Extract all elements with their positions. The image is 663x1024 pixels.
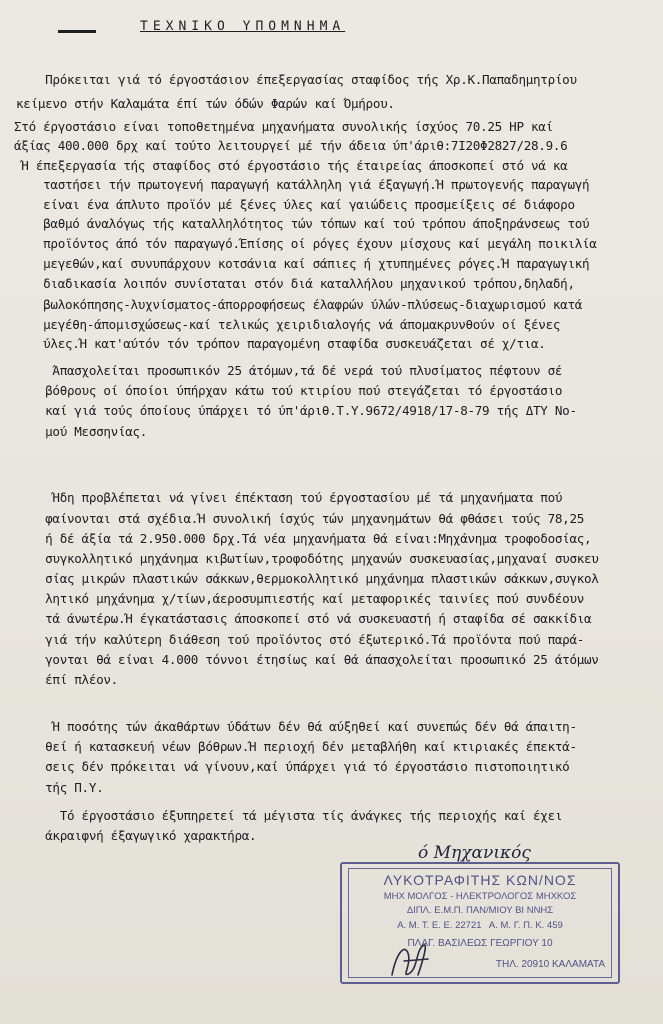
body-line: κείμενο στήν Καλαμάτα έπί τών όδών Φαρών καί Όμήρου.	[16, 96, 395, 111]
document-title: ΤΕΧΝΙΚΟ ΥΠΟΜΝΗΜΑ	[140, 19, 346, 34]
body-line: καί γιά τούς όποίους ύπάρχει τό ύπ'άριθ.Τ.Υ.9672/4918/17-8-79 τής ΔΤΥ Νο-	[16, 403, 577, 418]
stamp-line-2: ΔΙΠΛ. Ε.Μ.Π. ΠΑΝ/ΜΙΟΥ ΒΙ ΝΝΗΣ	[406, 905, 554, 916]
body-line: Άπασχολείται προσωπικόν 25 άτόμων,τά δέ νερά τού πλυσίματος πέφτουν σέ	[16, 363, 563, 378]
body-line: προϊόντος άπό τόν παραγωγό.Έπίσης οί ρόγες έχουν μίσχους καί μεγάλη ποικιλία	[14, 236, 597, 251]
body-line: τής Π.Υ.	[16, 780, 104, 795]
body-line: ύλες.Ή κατ'αύτόν τόν τρόπον παραγομένη σταφίδα συσκευάζεται σέ χ/τια.	[14, 336, 546, 351]
body-line: Πρόκειται γιά τό έργοστάσιον έπεξεργασίας σταφίδος τής Χρ.Κ.Παπαδημητρίου	[16, 72, 577, 87]
body-line: διαδικασία λοιπόν συνίσταται στόν διά καταλλήλου μηχανικού τρόπου,δηλαδή,	[14, 276, 575, 291]
engineer-handwritten-title: ό Μηχανικός	[418, 843, 531, 863]
body-line: ή δέ άξία τά 2.950.000 δρχ.Τά νέα μηχανήματα θά είναι:Μηχάνημα τροφοδοσίας,	[16, 531, 592, 546]
body-line: μού Μεσσηνίας.	[16, 424, 148, 439]
stamp-line-5: ΤΗΛ. 20910 ΚΑΛΑΜΑΤΑ	[495, 959, 605, 970]
header-dash	[58, 30, 96, 33]
stamp-name: ΛΥΚΟΤΡΑΦΙΤΗΣ ΚΩΝ/ΝΟΣ	[383, 872, 577, 888]
body-line: λητικό μηχάνημα χ/τίων,άεροσυμπιεστής καί μεταφορικές ταινίες πού συνδέουν	[16, 591, 585, 606]
body-line: Τό έργοστάσιο έξυπηρετεί τά μέγιστα τίς άνάγκες τής περιοχής καί έχει	[16, 808, 563, 823]
body-line: άξίας 400.000 δρχ καί τούτο λειτουργεί μέ τήν άδεια ύπ'άριθ:7Ι20Φ2827/28.9.6	[14, 138, 568, 153]
stamp-line-3: Α. Μ. Τ. Ε. Ε. 22721 Α. Μ. Γ. Π. Κ. 459	[397, 920, 563, 931]
body-line: Ή έπεξεργασία τής σταφίδος στό έργοστάσιο τής έταιρείας άποσκοπεί στό νά κα	[14, 158, 568, 173]
body-line: Ήδη προβλέπεται νά γίνει έπέκταση τού έργοστασίου μέ τά μηχανήματα πού	[16, 490, 563, 505]
body-line: Ή ποσότης τών άκαθάρτων ύδάτων δέν θά αύξηθεί καί συνεπώς δέν θά άπαιτη-	[16, 719, 577, 734]
body-line: μεγέθη-άπομισχώσεως-καί τελικώς χειριδιαλογής νά άπομακρυνθούν οί ξένες	[14, 317, 561, 332]
body-line: γιά τήν καλύτερη διάθεση τού προϊόντος στό έξωτερικό.Τά προϊόντα πού παρά-	[16, 632, 585, 647]
body-line: θεί ή κατασκευή νέων βόθρων.Ή περιοχή δέν μεταβλήθη καί κτιριακές έπεκτά-	[16, 739, 577, 754]
body-line: βαθμό άναλόγως τής καταλληλότητος τών τόπων καί τού τρόπου άποξηράνσεως τού	[14, 216, 590, 231]
stamp-line-4: ΠΛΑΓ. ΒΑΣΙΛΕΩΣ ΓΕΩΡΓΙΟΥ 10	[407, 938, 553, 949]
body-line: είναι ένα άπλυτο προϊόν μέ ξένες ύλες καί γαιώδεις προσμείξεις σέ διάφορο	[14, 197, 575, 212]
body-line: σεις δέν πρόκειται νά γίνουν,καί ύπάρχει γιά τό έργοστάσιο πιστοποιητικό	[16, 759, 570, 774]
body-line: ταστήσει τήν πρωτογενή παραγωγή κατάλληλη γιά έξαγωγή.Ή πρωτογενής παραγωγή	[14, 177, 590, 192]
stamp-line-1: ΜΗΧ ΜΟΛΓΟΣ - ΗΛΕΚΤΡΟΛΟΓΟΣ ΜΗΧΚΟΣ	[383, 891, 577, 902]
body-line: έπί πλέον.	[16, 672, 118, 687]
body-line: βόθρους οί όποίοι ύπήρχαν κάτω τού κτιρίου πού στεγάζεται τό έργοστάσιο	[16, 383, 563, 398]
body-line: τά άνωτέρω.Ή έγκατάστασις άποσκοπεί στό νά συσκευαστή ή σταφίδα σέ σακκίδια	[16, 611, 592, 626]
body-line: συγκολλητικό μηχάνημα κιβωτίων,τροφοδότης μηχανών συσκευασίας,μηχαναί συσκευ	[16, 551, 599, 566]
body-line: γονται θά είναι 4.000 τόννοι έτησίως καί θά άπασχολείται προσωπικό 25 άτόμων	[16, 652, 599, 667]
body-line: σίας μικρών πλαστικών σάκκων,θερμοκολλητικό μηχάνημα πλαστικών σάκκων,συγκολ	[16, 571, 599, 586]
body-line: μεγεθών,καί συνυπάρχουν κοτσάνια καί σάπιες ή χτυπημένες ρόγες.Ή παραγωγική	[14, 256, 590, 271]
body-line: Στό έργοστάσιο είναι τοποθετημένα μηχανήματα συνολικής ίσχύος 70.25 ΗΡ καί	[14, 119, 553, 134]
body-line: βωλοκόπησης-λυχνίσματος-άπορροφήσεως έλαφρών ύλών-πλύσεως-διαχωρισμού κατά	[14, 297, 583, 312]
body-line: φαίνονται στά σχέδια.Ή συνολική ίσχύς τών μηχανημάτων θά φθάσει τούς 78,25	[16, 511, 585, 526]
body-line: άκραιφνή έξαγωγικό χαρακτήρα.	[16, 828, 257, 843]
signature-scribble-icon	[382, 935, 442, 985]
